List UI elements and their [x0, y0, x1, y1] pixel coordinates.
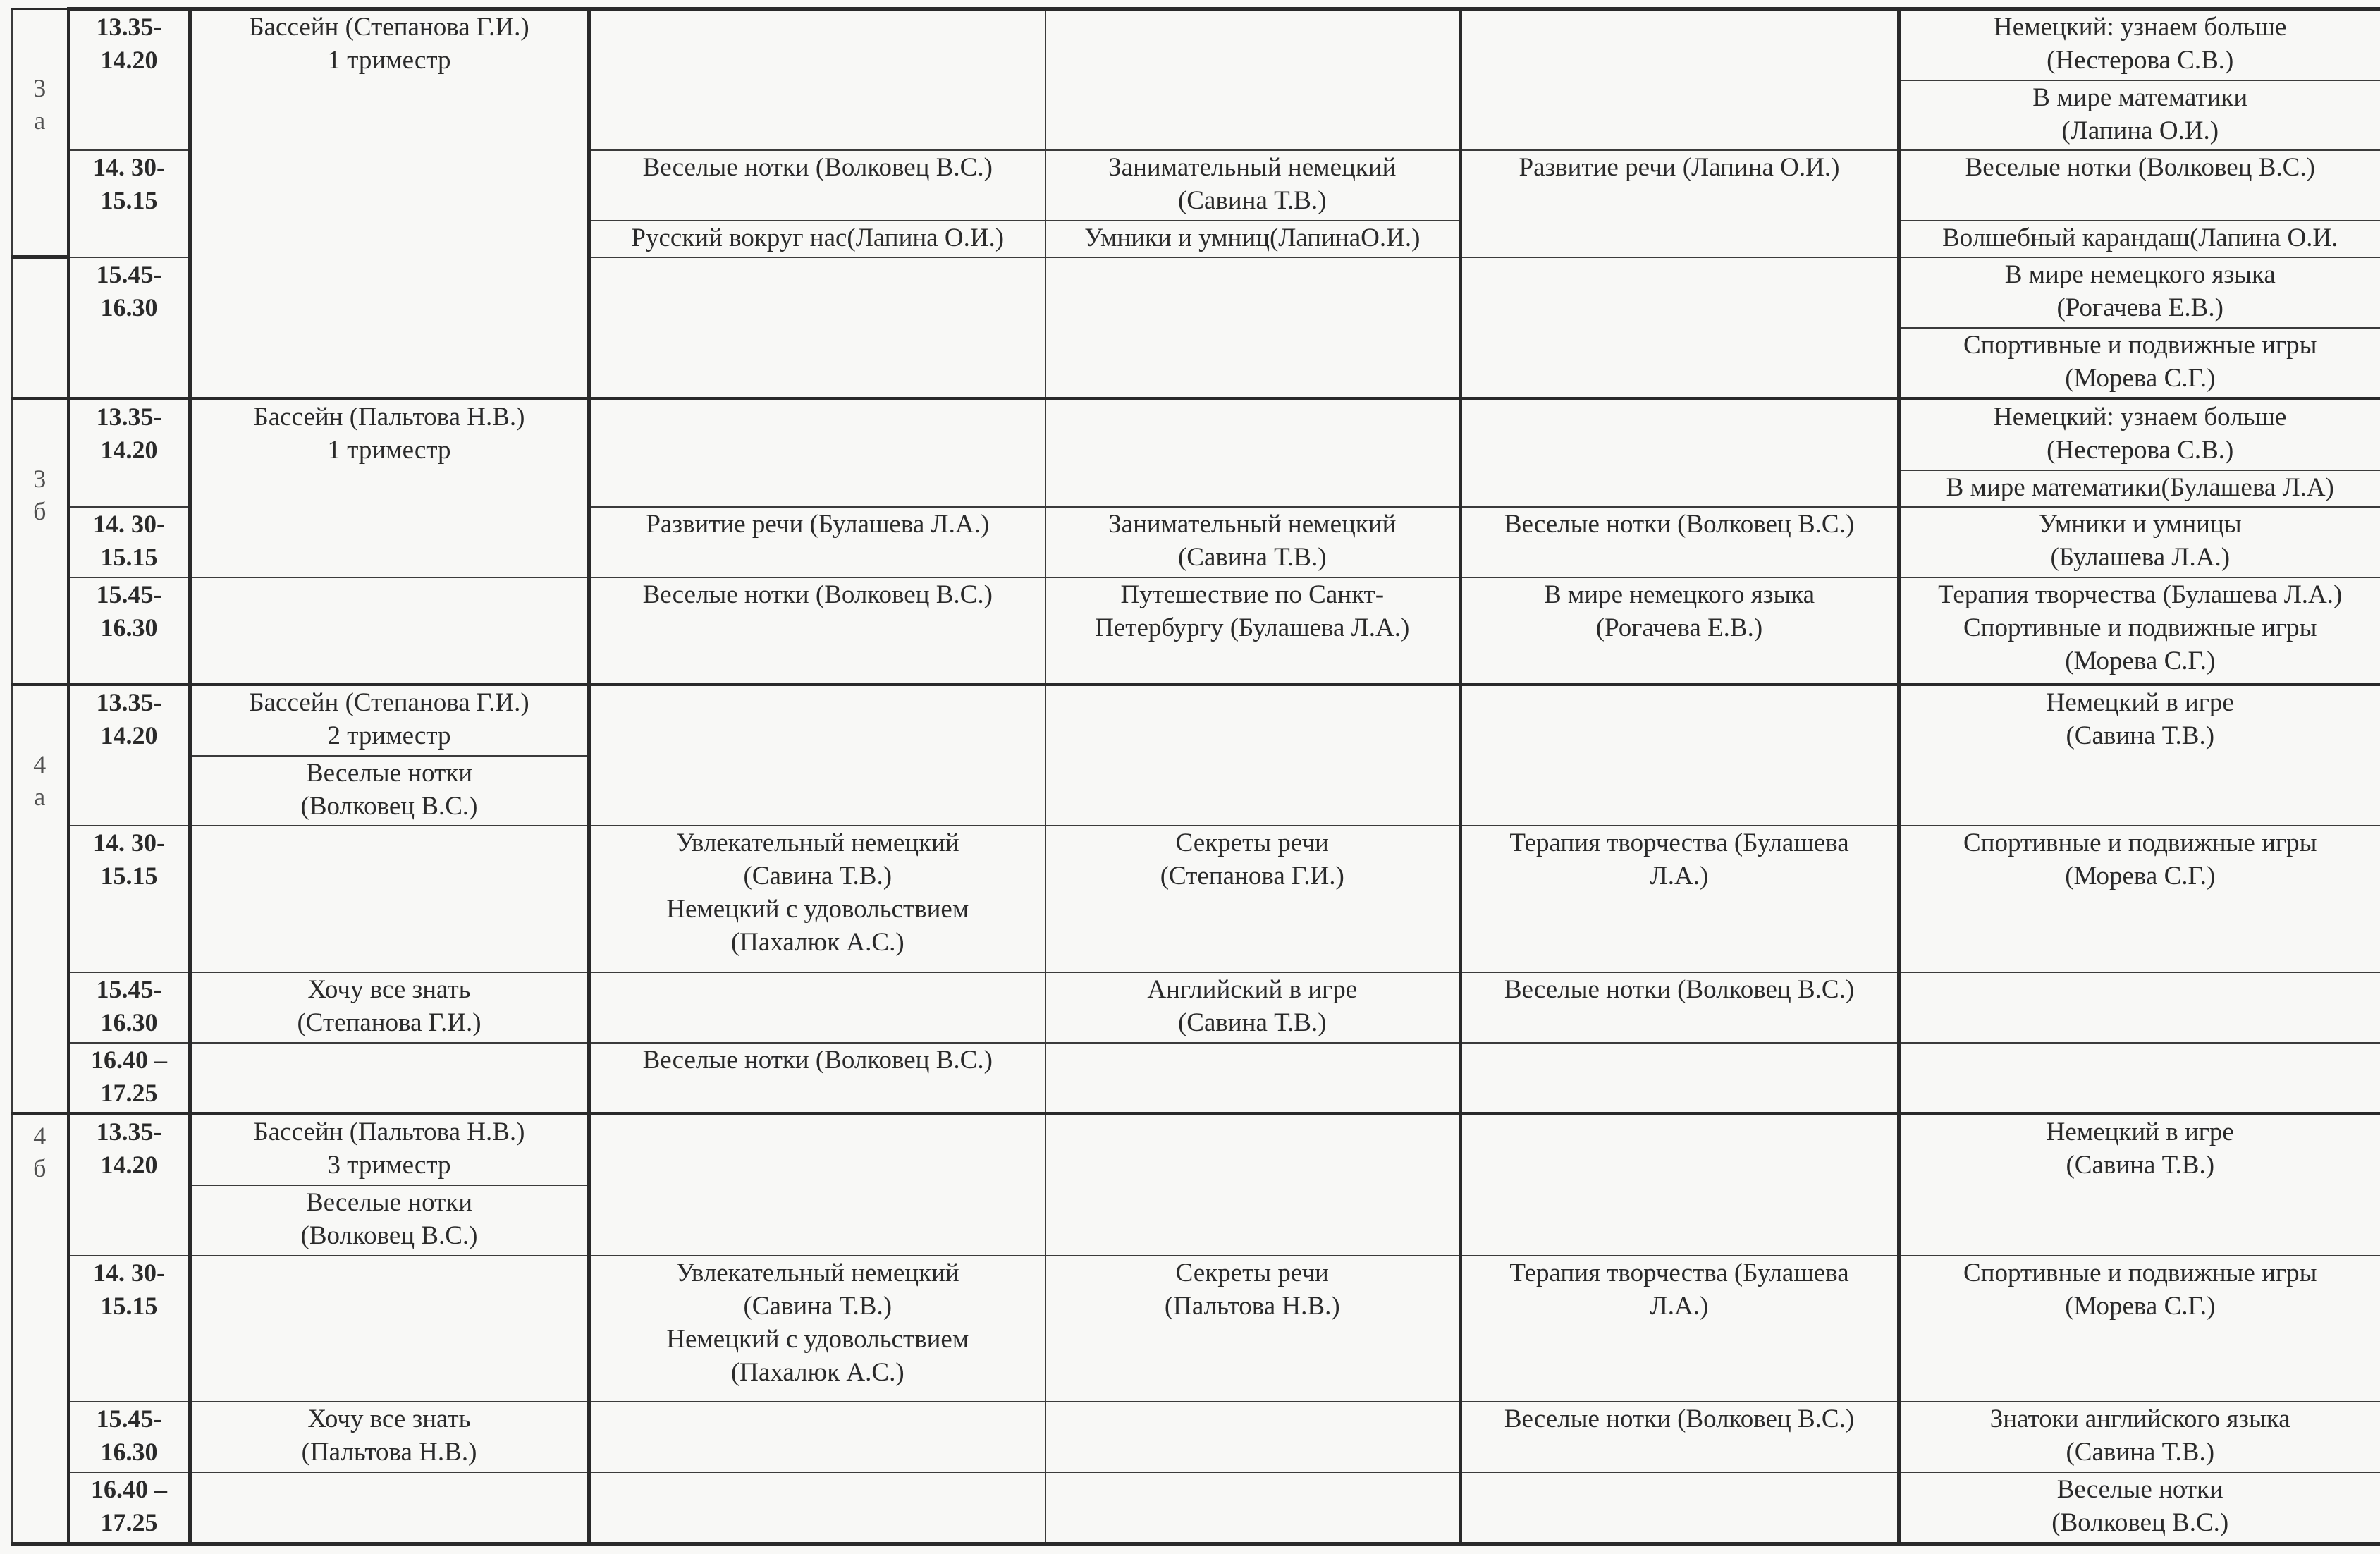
activity-cell [190, 1185, 589, 1256]
cell-text: Знатоки английского языка [1989, 1405, 2290, 1434]
activity-cell [1899, 150, 2380, 221]
cell-text: 14. 30- [93, 1258, 165, 1287]
cell-text: 3 триместр [327, 1151, 451, 1180]
activity-cell [1899, 399, 2380, 470]
activity-cell [1460, 1256, 1899, 1402]
activity-cell [1899, 1472, 2380, 1543]
activity-cell [589, 507, 1045, 577]
cell-text: (Савина Т.В.) [2066, 1151, 2215, 1180]
cell-text: 16.30 [100, 293, 158, 322]
cell-text: Бассейн (Пальтова Н.В.) [253, 403, 525, 432]
time-slot [68, 507, 190, 577]
class-label [12, 684, 68, 1113]
cell-text: 15.15 [100, 186, 158, 215]
empty-cell [1460, 1472, 1899, 1543]
cell-text: (Рогачева Е.В.) [1595, 613, 1763, 642]
cell-text: Бассейн (Степанова Г.И.) [249, 687, 529, 717]
activity-cell [190, 1114, 589, 1185]
activity-cell [1460, 1402, 1899, 1472]
cell-text: б [33, 1154, 47, 1183]
activity-cell [190, 972, 589, 1043]
empty-cell [589, 1402, 1045, 1472]
time-slot [68, 972, 190, 1043]
cell-text: 14. 30- [93, 153, 165, 182]
cell-text: Веселые нотки (Волковец В.С.) [642, 580, 993, 609]
cell-text: Спортивные и подвижные игры [1963, 828, 2317, 858]
cell-text: а [34, 106, 46, 135]
cell-text: (Булашева Л.А.) [2050, 543, 2231, 573]
cell-text: Терапия творчества (Булашева [1509, 1258, 1849, 1287]
activity-cell [1045, 577, 1460, 685]
schedule-row [12, 399, 2380, 470]
empty-cell [1045, 1472, 1460, 1543]
cell-text: (Морева С.Г.) [2065, 646, 2216, 675]
activity-cell [1899, 257, 2380, 328]
cell-text: 15.15 [100, 543, 158, 572]
cell-text: (Нестерова С.В.) [2047, 436, 2234, 465]
cell-text: Занимательный немецкий [1108, 153, 1397, 183]
empty-cell [1899, 972, 2380, 1043]
cell-text: 13.35- [96, 13, 162, 41]
cell-text: 2 триместр [327, 721, 451, 750]
cell-text: 15.45- [96, 1405, 162, 1433]
activity-cell [589, 826, 1045, 972]
cell-text: Веселые нотки (Волковец В.С.) [642, 1045, 993, 1075]
cell-text: В мире математики [2032, 82, 2248, 112]
schedule-row [12, 1472, 2380, 1543]
cell-text: Занимательный немецкий [1108, 510, 1397, 539]
activity-cell [190, 399, 589, 577]
cell-text: (Нестерова С.В.) [2047, 46, 2234, 75]
time-slot [68, 1256, 190, 1402]
empty-cell [190, 826, 589, 972]
activity-cell [1460, 507, 1899, 577]
cell-text: Веселые нотки [305, 1188, 473, 1218]
empty-cell [1460, 399, 1899, 507]
activity-cell [1045, 507, 1460, 577]
cell-text: Веселые нотки (Волковец В.С.) [642, 153, 993, 183]
empty-cell [1460, 257, 1899, 399]
cell-text: Увлекательный немецкий [675, 1258, 959, 1287]
cell-text: 14. 30- [93, 828, 165, 857]
cell-text: Бассейн (Степанова Г.И.) [249, 13, 529, 42]
cell-text: Немецкий с удовольствием [666, 895, 969, 924]
cell-text: 17.25 [100, 1508, 158, 1537]
activity-cell [1045, 826, 1460, 972]
cell-text: (Морева С.Г.) [2065, 363, 2216, 393]
cell-text: 14.20 [100, 721, 158, 750]
cell-text: 15.45- [96, 259, 162, 288]
cell-text: Спортивные и подвижные игры [1963, 330, 2317, 360]
cell-text: (Волковец В.С.) [300, 791, 478, 821]
activity-cell [1045, 150, 1460, 221]
cell-text: Хочу все знать [307, 974, 471, 1004]
cell-text: Петербургу (Булашева Л.А.) [1095, 613, 1410, 642]
time-slot [68, 684, 190, 826]
cell-text: Бассейн (Пальтова Н.В.) [253, 1118, 525, 1147]
cell-text: Веселые нотки [305, 758, 473, 788]
cell-text: Веселые нотки (Волковец В.С.) [1504, 510, 1855, 539]
cell-text: Увлекательный немецкий [675, 828, 959, 858]
cell-text: Путешествие по Санкт- [1120, 580, 1385, 609]
activity-cell [589, 221, 1045, 257]
empty-cell [190, 577, 589, 685]
schedule-row [12, 1256, 2380, 1402]
schedule-row [12, 9, 2380, 80]
empty-cell [589, 1114, 1045, 1256]
cell-text: 14.20 [100, 46, 158, 74]
time-slot [68, 1402, 190, 1472]
cell-text: (Савина Т.В.) [743, 1291, 892, 1321]
empty-cell [1045, 257, 1460, 399]
time-slot [68, 9, 190, 151]
cell-text: 15.45- [96, 580, 162, 608]
cell-text: Развитие речи (Лапина О.И.) [1519, 153, 1840, 183]
empty-cell [1045, 1043, 1460, 1114]
activity-cell [1899, 577, 2380, 685]
empty-cell [589, 1472, 1045, 1543]
class-label [12, 1114, 68, 1544]
empty-cell [1045, 399, 1460, 507]
activity-cell [1899, 221, 2380, 257]
empty-cell [589, 9, 1045, 151]
empty-cell [589, 684, 1045, 826]
cell-text: 16.40 – [91, 1475, 167, 1504]
cell-text: 16.30 [100, 1438, 158, 1467]
cell-text: Л.А.) [1650, 862, 1709, 891]
cell-text: 4 [33, 1122, 47, 1151]
cell-text: Немецкий с удовольствием [666, 1324, 969, 1354]
empty-cell [589, 972, 1045, 1043]
cell-text: (Савина Т.В.) [743, 862, 892, 891]
cell-text: 13.35- [96, 1118, 162, 1146]
cell-text: (Морева С.Г.) [2065, 1291, 2216, 1321]
activity-cell [1899, 9, 2380, 80]
activity-cell [1460, 972, 1899, 1043]
activity-cell [1899, 1256, 2380, 1402]
cell-text: Спортивные и подвижные игры [1963, 1258, 2317, 1287]
cell-text: Умники и умниц(ЛапинаО.И.) [1084, 224, 1421, 253]
cell-text: б [33, 497, 47, 526]
cell-text: (Пахалюк А.С.) [730, 928, 904, 958]
activity-cell [1899, 507, 2380, 577]
cell-text: 1 триместр [327, 46, 451, 75]
cell-text: 3 [33, 74, 47, 102]
activity-cell [1460, 577, 1899, 685]
activity-cell [589, 1043, 1045, 1114]
cell-text: Английский в игре [1147, 974, 1358, 1004]
cell-text: (Савина Т.В.) [1177, 1008, 1327, 1037]
cell-text: Терапия творчества (Булашева [1509, 828, 1849, 858]
schedule-row [12, 1114, 2380, 1185]
cell-text: (Савина Т.В.) [2066, 721, 2215, 750]
cell-text: (Степанова Г.И.) [1160, 862, 1344, 891]
cell-text: 15.45- [96, 974, 162, 1003]
cell-text: Веселые нотки (Волковец В.С.) [1504, 1405, 1855, 1434]
cell-text: (Лапина О.И.) [2061, 116, 2219, 145]
schedule-row [12, 1043, 2380, 1114]
empty-cell [1460, 684, 1899, 826]
activity-cell [190, 684, 589, 755]
activity-cell [1899, 470, 2380, 507]
empty-cell [12, 257, 68, 399]
class-label [12, 399, 68, 684]
time-slot [68, 1043, 190, 1114]
cell-text: 16.40 – [91, 1045, 167, 1074]
cell-text: 4 [33, 750, 47, 778]
cell-text: Умники и умницы [2038, 510, 2242, 539]
cell-text: а [34, 782, 46, 811]
empty-cell [190, 1256, 589, 1402]
activity-cell [1460, 150, 1899, 257]
activity-cell [190, 1402, 589, 1472]
cell-text: Терапия творчества (Булашева Л.А.) [1938, 580, 2343, 609]
schedule-row [12, 972, 2380, 1043]
schedule-row [12, 577, 2380, 685]
empty-cell [1899, 1043, 2380, 1114]
cell-text: (Пахалюк А.С.) [730, 1357, 904, 1387]
cell-text: Волшебный карандаш(Лапина О.И. [1942, 224, 2338, 253]
cell-text: 3 [33, 465, 47, 494]
cell-text: 16.30 [100, 1008, 158, 1036]
cell-text: В мире математики(Булашева Л.А) [1946, 473, 2334, 503]
cell-text: Секреты речи [1175, 1258, 1329, 1287]
cell-text: 15.15 [100, 1291, 158, 1320]
time-slot [68, 826, 190, 972]
cell-text: 13.35- [96, 403, 162, 432]
cell-text: 16.30 [100, 613, 158, 642]
activity-cell [1899, 80, 2380, 151]
cell-text: В мире немецкого языка [1543, 580, 1815, 609]
activity-cell [1460, 826, 1899, 972]
cell-text: (Волковец В.С.) [2051, 1508, 2229, 1538]
activity-cell [1045, 1256, 1460, 1402]
cell-text: Немецкий в игре [2046, 1118, 2234, 1147]
activity-cell [589, 150, 1045, 221]
cell-text: (Савина Т.В.) [1177, 186, 1327, 216]
cell-text: Немецкий: узнаем больше [1994, 13, 2287, 42]
time-slot [68, 1114, 190, 1256]
cell-text: 17.25 [100, 1078, 158, 1107]
cell-text: 1 триместр [327, 436, 451, 465]
class-label [12, 9, 68, 257]
time-slot [68, 257, 190, 399]
cell-text: 14.20 [100, 436, 158, 465]
cell-text: 14. 30- [93, 510, 165, 539]
time-slot [68, 1472, 190, 1543]
cell-text: В мире немецкого языка [2004, 259, 2276, 289]
time-slot [68, 150, 190, 257]
activity-cell [1899, 328, 2380, 399]
activity-cell [589, 1256, 1045, 1402]
schedule-row [12, 826, 2380, 972]
cell-text: (Рогачева Е.В.) [2056, 293, 2223, 322]
activity-cell [1045, 221, 1460, 257]
cell-text: (Пальтова Н.В.) [1164, 1291, 1340, 1321]
activity-cell [1899, 826, 2380, 972]
schedule-row [12, 684, 2380, 755]
empty-cell [1045, 9, 1460, 151]
time-slot [68, 399, 190, 507]
cell-text: 15.15 [100, 862, 158, 891]
cell-text: Веселые нотки (Волковец В.С.) [1504, 974, 1855, 1004]
empty-cell [1460, 1043, 1899, 1114]
cell-text: Немецкий: узнаем больше [1994, 403, 2287, 432]
cell-text: (Савина Т.В.) [1177, 543, 1327, 573]
schedule-row [12, 1402, 2380, 1472]
activity-cell [589, 577, 1045, 685]
cell-text: Хочу все знать [307, 1405, 471, 1434]
empty-cell [190, 1043, 589, 1114]
empty-cell [1045, 1402, 1460, 1472]
cell-text: Секреты речи [1175, 828, 1329, 858]
empty-cell [589, 257, 1045, 399]
cell-text: Русский вокруг нас(Лапина О.И.) [631, 224, 1005, 253]
activity-cell [1899, 1114, 2380, 1256]
activity-cell [1899, 684, 2380, 826]
cell-text: (Пальтова Н.В.) [301, 1438, 477, 1467]
empty-cell [1460, 1114, 1899, 1256]
activity-cell [190, 756, 589, 826]
cell-text: (Степанова Г.И.) [297, 1008, 481, 1037]
cell-text: (Савина Т.В.) [2066, 1438, 2215, 1467]
empty-cell [1460, 9, 1899, 151]
empty-cell [1045, 1114, 1460, 1256]
empty-cell [190, 1472, 589, 1543]
cell-text: 14.20 [100, 1151, 158, 1180]
empty-cell [1045, 684, 1460, 826]
cell-text: (Волковец В.С.) [300, 1221, 478, 1251]
activity-cell [1899, 1402, 2380, 1472]
time-slot [68, 577, 190, 685]
cell-text: Немецкий в игре [2046, 687, 2234, 717]
empty-cell [589, 399, 1045, 507]
activity-cell [190, 9, 589, 399]
activity-cell [1045, 972, 1460, 1043]
cell-text: (Морева С.Г.) [2065, 862, 2216, 891]
schedule-table [11, 7, 2380, 1546]
cell-text: Веселые нотки (Волковец В.С.) [1965, 153, 2315, 183]
cell-text: Развитие речи (Булашева Л.А.) [646, 510, 990, 539]
cell-text: 13.35- [96, 687, 162, 716]
cell-text: Веселые нотки [2056, 1475, 2223, 1505]
cell-text: Спортивные и подвижные игры [1963, 613, 2317, 642]
cell-text: Л.А.) [1650, 1291, 1709, 1321]
